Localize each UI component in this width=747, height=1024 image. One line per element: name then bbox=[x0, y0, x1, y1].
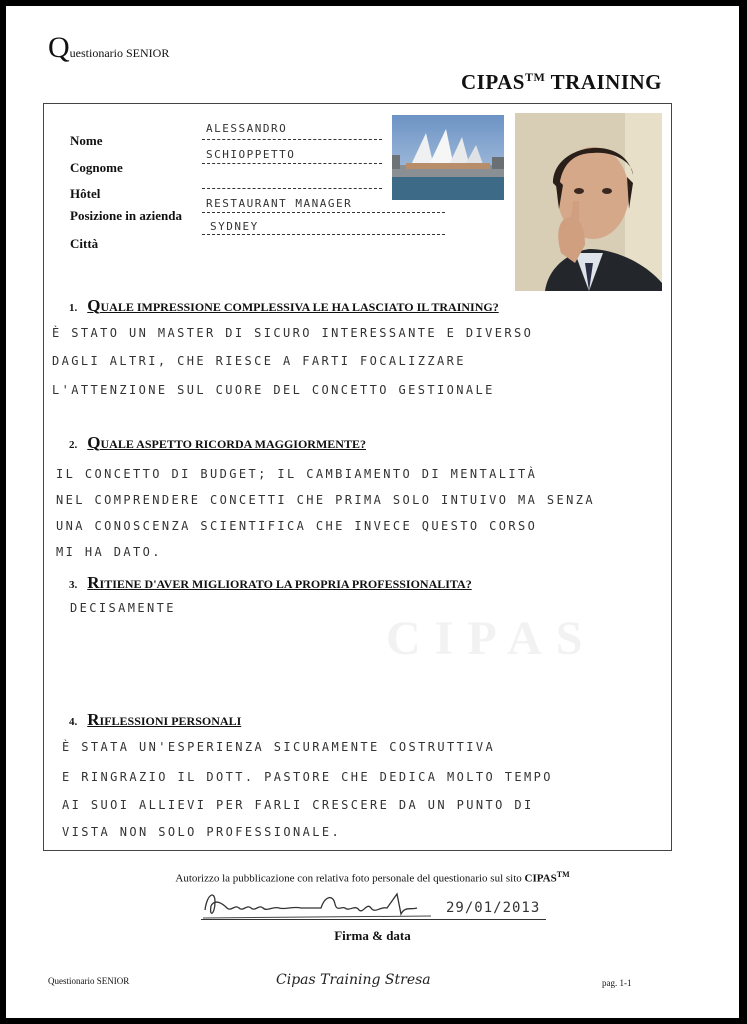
answer-4-line-1: È STATA UN'ESPERIENZA SICURAMENTE COSTRUTTIVA bbox=[62, 740, 496, 754]
label-nome: Nome bbox=[70, 133, 103, 148]
answer-2-line-2: NEL COMPRENDERE CONCETTI CHE PRIMA SOLO INTUIVO MA SENZA bbox=[56, 493, 595, 507]
line-citta bbox=[202, 234, 445, 235]
line-cognome bbox=[202, 163, 382, 164]
authorization-text: Autorizzo la pubblicazione con relativa foto personale del questionario sul sito CIPAS™ bbox=[175, 870, 570, 885]
signature-line bbox=[201, 919, 546, 920]
brand-title bbox=[461, 70, 662, 95]
answer-4-line-3: AI SUOI ALLIEVI PER FARLI CRESCERE DA UN PUNTO DI bbox=[62, 798, 534, 812]
questionnaire-page bbox=[6, 6, 739, 1018]
line-nome bbox=[202, 139, 382, 140]
brand-suffix: TRAINING bbox=[550, 70, 663, 94]
footer-left: Questionario SENIOR bbox=[48, 976, 130, 986]
sydney-opera-photo bbox=[392, 115, 504, 200]
line-hotel bbox=[202, 188, 382, 189]
value-nome: ALESSANDRO bbox=[206, 122, 288, 135]
question-2-title: 2. QUALE ASPETTO RICORDA MAGGIORMENTE? bbox=[69, 433, 366, 452]
question-3-title: 3. RITIENE D'AVER MIGLIORATO LA PROPRIA PROFESSIONALITA? bbox=[69, 573, 472, 592]
signature-date: 29/01/2013 bbox=[446, 900, 541, 916]
header-initial: Q bbox=[48, 31, 70, 64]
footer-center: Cipas Training Stresa bbox=[276, 972, 431, 988]
answer-1-line-3: L'ATTENZIONE SUL CUORE DEL CONCETTO GESTIONALE bbox=[52, 383, 495, 397]
label-citta: Città bbox=[70, 236, 99, 251]
question-1-title: 1. QUALE IMPRESSIONE COMPLESSIVA LE HA LASCIATO IL TRAINING? bbox=[69, 296, 499, 315]
answer-4-line-4: VISTA NON SOLO PROFESSIONALE. bbox=[62, 825, 342, 839]
answer-2-line-4: MI HA DATO. bbox=[56, 545, 162, 559]
portrait-photo bbox=[515, 113, 662, 291]
firma-data-label: Firma & data bbox=[334, 928, 411, 943]
label-cognome: Cognome bbox=[70, 160, 123, 175]
label-posizione: Posizione in azienda bbox=[70, 208, 182, 223]
question-4-title: 4. RIFLESSIONI PERSONALI bbox=[69, 710, 242, 729]
answer-1-line-1: È STATO UN MASTER DI SICURO INTERESSANTE E DIVERSO bbox=[52, 326, 534, 340]
brand-tm: TM bbox=[524, 70, 546, 84]
watermark: CIPAS bbox=[386, 612, 597, 665]
header-rest: uestionario SENIOR bbox=[69, 46, 170, 60]
value-citta: SYDNEY bbox=[210, 220, 259, 233]
value-posizione: RESTAURANT MANAGER bbox=[206, 197, 353, 210]
value-cognome: SCHIOPPETTO bbox=[206, 148, 296, 161]
questionnaire-header bbox=[48, 33, 169, 63]
answer-3-line-1: DECISAMENTE bbox=[70, 601, 176, 615]
label-hotel: Hôtel bbox=[70, 186, 101, 201]
answer-1-line-2: DAGLI ALTRI, CHE RIESCE A FARTI FOCALIZZARE bbox=[52, 354, 466, 368]
answer-4-line-2: E RINGRAZIO IL DOTT. PASTORE CHE DEDICA MOLTO TEMPO bbox=[62, 770, 553, 784]
line-posizione bbox=[202, 212, 445, 213]
answer-2-line-3: UNA CONOSCENZA SCIENTIFICA CHE INVECE QUESTO CORSO bbox=[56, 519, 538, 533]
footer-page: pag. 1-1 bbox=[602, 978, 632, 988]
answer-2-line-1: IL CONCETTO DI BUDGET; IL CAMBIAMENTO DI MENTALITÀ bbox=[56, 467, 538, 481]
brand-name: CIPAS bbox=[461, 70, 525, 94]
